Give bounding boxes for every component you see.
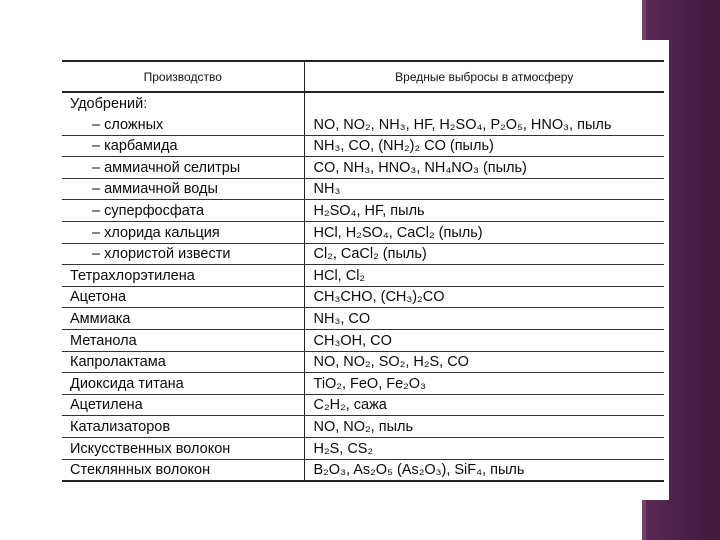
production-cell: Искусственных волокон (62, 437, 304, 459)
table-row (62, 286, 664, 308)
table-row (62, 221, 664, 243)
table-row (62, 157, 664, 179)
emissions-cell: B₂O₃, As₂O₅ (As₂O₃), SiF₄, пыль (304, 459, 664, 481)
table-row (62, 416, 664, 438)
emissions-cell: CO, NH₃, HNO₃, NH₄NO₃ (пыль) (304, 157, 664, 179)
table-row (62, 308, 664, 330)
header-emissions: Вредные выбросы в атмосферу (304, 61, 664, 92)
group-label: Удобрений: (70, 96, 148, 112)
emissions-cell: HCl, H₂SO₄, CaCl₂ (пыль) (304, 221, 664, 243)
production-cell: – хлорида кальция (62, 221, 304, 243)
emissions-cell: NO, NO₂, пыль (304, 416, 664, 438)
table-row (62, 351, 664, 373)
production-cell: – аммиачной воды (62, 178, 304, 200)
production-cell: Катализаторов (62, 416, 304, 438)
production-cell: Аммиака (62, 308, 304, 330)
production-cell: – суперфосфата (62, 200, 304, 222)
emissions-cell: Cl₂, CaCl₂ (пыль) (304, 243, 664, 265)
table-row (62, 265, 664, 287)
group-row-fertilizers (62, 92, 664, 114)
emissions-cell: TiO₂, FeO, Fe₂O₃ (304, 373, 664, 395)
emissions-cell: NO, NO₂, NH₃, HF, H₂SO₄, P₂O₅, HNO₃, пыль (304, 114, 664, 135)
production-cell: Капролактама (62, 351, 304, 373)
table-row (62, 373, 664, 395)
production-cell: Ацетона (62, 286, 304, 308)
emissions-cell: CH₃CHO, (CH₃)₂CO (304, 286, 664, 308)
production-cell: Диоксида титана (62, 373, 304, 395)
emissions-cell: HCl, Cl₂ (304, 265, 664, 287)
table-row (62, 114, 664, 135)
table-row (62, 437, 664, 459)
production-cell: Метанола (62, 329, 304, 351)
emissions-cell: NO, NO₂, SO₂, H₂S, CO (304, 351, 664, 373)
production-cell: – хлористой извести (62, 243, 304, 265)
emissions-cell: CH₃OH, CO (304, 329, 664, 351)
table-row (62, 135, 664, 157)
table-row (62, 178, 664, 200)
emissions-cell: NH₃, CO (304, 308, 664, 330)
emissions-table (62, 60, 664, 482)
emissions-table-container (62, 60, 664, 482)
table-row (62, 243, 664, 265)
table-row (62, 394, 664, 416)
table-row (62, 459, 664, 481)
production-cell: – карбамида (62, 135, 304, 157)
table-row (62, 329, 664, 351)
production-cell: Ацетилена (62, 394, 304, 416)
emissions-cell: H₂S, CS₂ (304, 437, 664, 459)
emissions-cell: NH₃, CO, (NH₂)₂ CO (пыль) (304, 135, 664, 157)
table-row (62, 200, 664, 222)
emissions-cell: C₂H₂, сажа (304, 394, 664, 416)
production-cell: Тетрахлорэтилена (62, 265, 304, 287)
emissions-cell: NH₃ (304, 178, 664, 200)
production-cell: Стеклянных волокон (62, 459, 304, 481)
group-empty-cell (304, 92, 664, 114)
production-cell: – сложных (62, 114, 304, 135)
table-header-row (62, 61, 664, 92)
production-cell: – аммиачной селитры (62, 157, 304, 179)
header-production: Производство (143, 69, 222, 84)
emissions-cell: H₂SO₄, HF, пыль (304, 200, 664, 222)
